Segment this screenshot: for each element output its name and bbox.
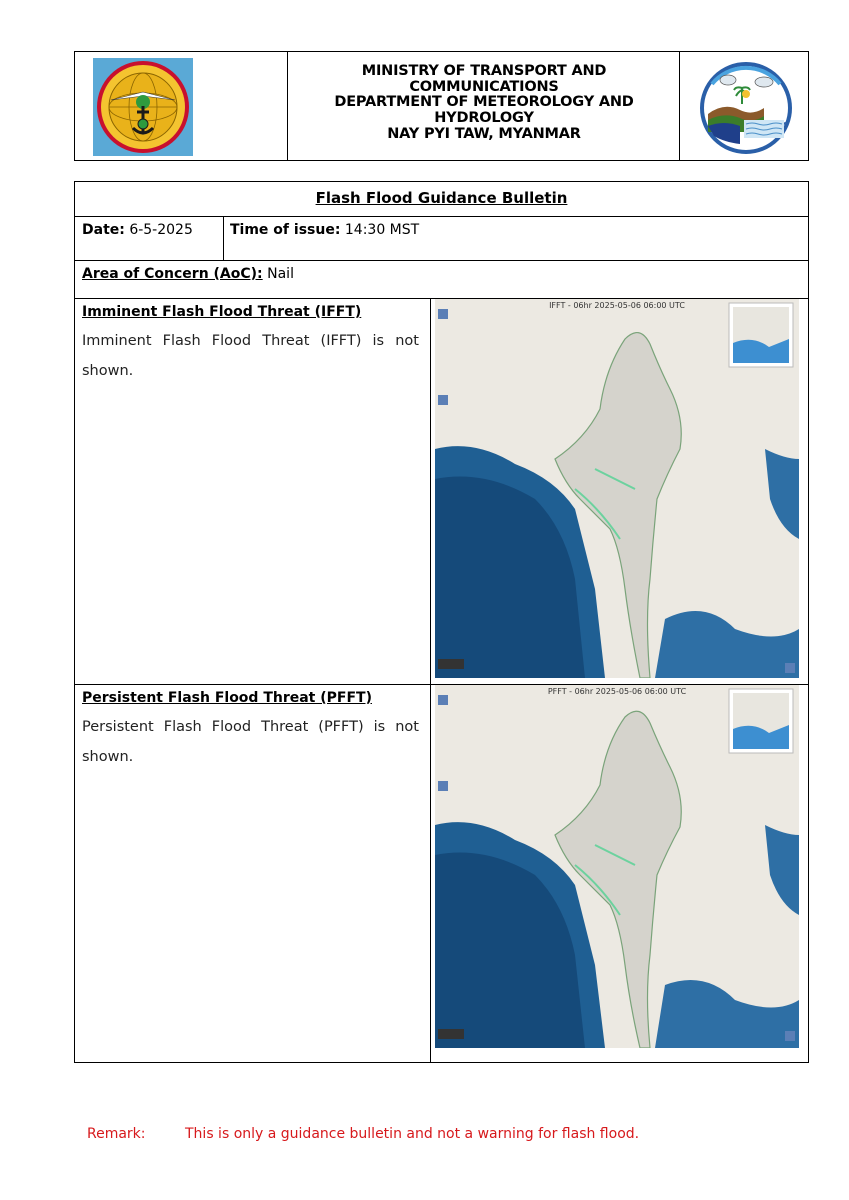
pfft-map-title: PFFT - 06hr 2025-05-06 06:00 UTC xyxy=(547,687,687,696)
ifft-title: Imminent Flash Flood Threat (IFFT) xyxy=(82,304,362,320)
header-department: DEPARTMENT OF METEOROLOGY AND HYDROLOGY xyxy=(334,94,634,126)
bulletin-title: Flash Flood Guidance Bulletin xyxy=(315,189,568,207)
time-value: 14:30 MST xyxy=(344,222,420,238)
row-divider xyxy=(75,260,808,261)
time-cell xyxy=(230,222,419,238)
remark-text: This is only a guidance bulletin and not a warning for flash flood. xyxy=(185,1126,640,1142)
date-time-divider xyxy=(223,216,224,260)
header-ministry: MINISTRY OF TRANSPORT AND COMMUNICATIONS xyxy=(361,63,607,95)
date-label: Date: xyxy=(82,222,125,238)
dmh-logo xyxy=(694,58,798,156)
pfft-map[interactable] xyxy=(435,685,799,1048)
header-location: NAY PYI TAW, MYANMAR xyxy=(387,126,581,142)
header-divider-left xyxy=(287,52,288,160)
aoc-cell xyxy=(82,266,294,282)
letterhead xyxy=(74,51,809,161)
time-label: Time of issue: xyxy=(230,222,341,238)
aoc-value: Nail xyxy=(267,266,294,282)
remark-label: Remark: xyxy=(87,1126,146,1142)
date-cell xyxy=(82,222,193,238)
ministry-logo xyxy=(91,56,195,158)
pfft-body: Persistent Flash Flood Threat (PFFT) is not shown. xyxy=(82,719,419,765)
ifft-body: Imminent Flash Flood Threat (IFFT) is not shown. xyxy=(82,333,419,379)
header-divider-right xyxy=(679,52,680,160)
row-divider xyxy=(75,216,808,217)
ifft-map[interactable] xyxy=(435,299,799,678)
aoc-label: Area of Concern (AoC): xyxy=(82,266,263,282)
pfft-title: Persistent Flash Flood Threat (PFFT) xyxy=(82,690,372,706)
content-map-divider xyxy=(430,298,431,1063)
ifft-map-title: IFFT - 06hr 2025-05-06 06:00 UTC xyxy=(549,301,685,310)
date-value: 6-5-2025 xyxy=(129,222,193,238)
bulletin-table xyxy=(74,181,809,1063)
